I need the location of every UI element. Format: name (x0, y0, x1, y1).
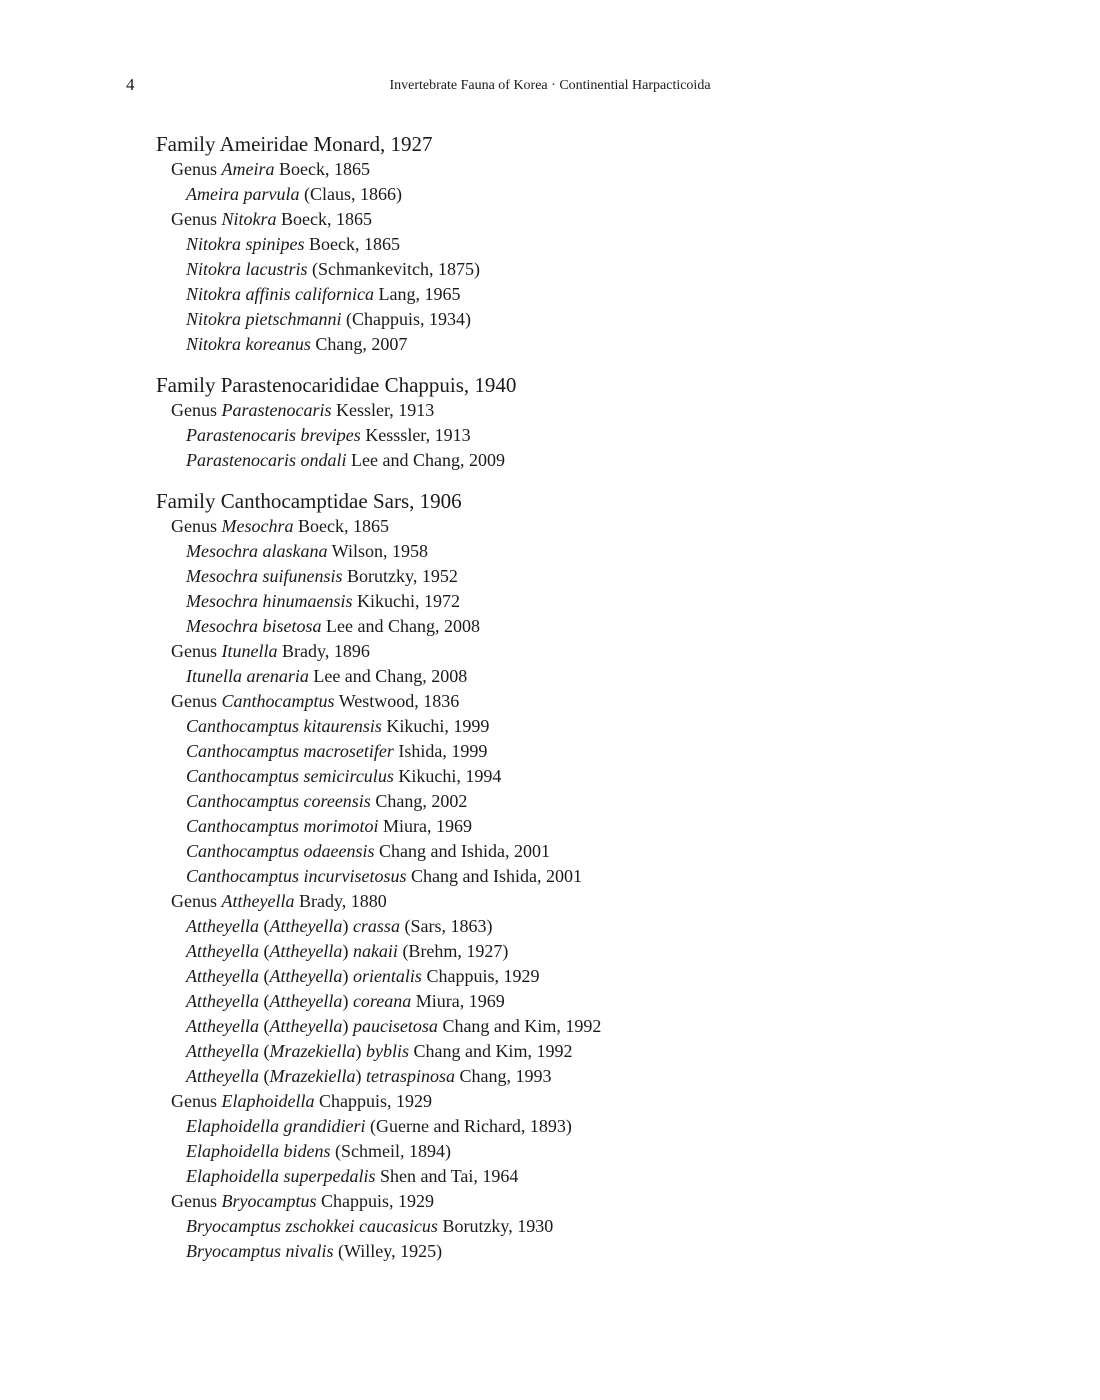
species-authority: Kesssler, 1913 (365, 425, 471, 445)
genus-name: Canthocamptus (221, 691, 335, 711)
species-entry (156, 332, 601, 357)
species-authority: Miura, 1969 (415, 991, 505, 1011)
species-name: Attheyella (Attheyella) paucisetosa (186, 1016, 438, 1036)
taxonomy-list (156, 131, 601, 1264)
genus-name: Parastenocaris (221, 400, 332, 420)
species-authority: Chang, 1993 (459, 1066, 552, 1086)
genus-label: Genus (171, 516, 217, 536)
species-authority: Chang and Ishida, 2001 (379, 841, 550, 861)
genus-entry (156, 889, 601, 914)
species-name: Elaphoidella grandidieri (186, 1116, 366, 1136)
species-name: Canthocamptus incurvisetosus (186, 866, 407, 886)
species-authority: (Willey, 1925) (337, 1241, 443, 1261)
species-name: Ameira parvula (186, 184, 300, 204)
species-entry (156, 1064, 601, 1089)
genus-authority: Westwood, 1836 (338, 691, 460, 711)
species-authority: (Schmeil, 1894) (334, 1141, 451, 1161)
species-name: Mesochra hinumaensis (186, 591, 353, 611)
species-authority: Wilson, 1958 (331, 541, 428, 561)
species-entry (156, 257, 601, 282)
genus-name: Attheyella (221, 891, 295, 911)
species-authority: Chang and Ishida, 2001 (411, 866, 582, 886)
species-name: Attheyella (Attheyella) crassa (186, 916, 400, 936)
species-entry (156, 307, 601, 332)
genus-authority: Brady, 1880 (298, 891, 387, 911)
genus-entry (156, 207, 601, 232)
species-name: Attheyella (Attheyella) nakaii (186, 941, 398, 961)
genus-authority: Boeck, 1865 (297, 516, 389, 536)
species-name: Bryocamptus zschokkei caucasicus (186, 1216, 438, 1236)
genus-label: Genus (171, 891, 217, 911)
genus-label: Genus (171, 1191, 217, 1211)
genus-name: Itunella (221, 641, 278, 661)
species-authority: (Brehm, 1927) (402, 941, 509, 961)
species-name: Mesochra bisetosa (186, 616, 322, 636)
species-name: Bryocamptus nivalis (186, 1241, 334, 1261)
species-name: Attheyella (Mrazekiella) byblis (186, 1041, 409, 1061)
species-entry (156, 1139, 601, 1164)
species-authority: (Schmankevitch, 1875) (312, 259, 480, 279)
species-authority: (Chappuis, 1934) (346, 309, 471, 329)
species-name: Attheyella (Attheyella) orientalis (186, 966, 422, 986)
genus-entry (156, 1089, 601, 1114)
species-entry (156, 1039, 601, 1064)
species-entry (156, 989, 601, 1014)
genus-entry (156, 514, 601, 539)
genus-label: Genus (171, 400, 217, 420)
genus-authority: Boeck, 1865 (279, 159, 370, 179)
species-authority: (Sars, 1863) (404, 916, 493, 936)
genus-entry (156, 398, 601, 423)
species-name: Mesochra alaskana (186, 541, 328, 561)
species-entry (156, 589, 601, 614)
species-authority: Chang and Kim, 1992 (442, 1016, 602, 1036)
species-authority: Kikuchi, 1999 (386, 716, 490, 736)
species-entry (156, 714, 601, 739)
genus-authority: Kessler, 1913 (336, 400, 435, 420)
species-authority: (Claus, 1866) (303, 184, 402, 204)
species-entry (156, 839, 601, 864)
genus-entry (156, 689, 601, 714)
species-authority: Kikuchi, 1994 (398, 766, 502, 786)
species-name: Parastenocaris brevipes (186, 425, 361, 445)
species-authority: Kikuchi, 1972 (356, 591, 460, 611)
species-authority: Miura, 1969 (383, 816, 473, 836)
family-heading: Family Ameiridae Monard, 1927 (156, 132, 433, 156)
species-entry (156, 664, 601, 689)
genus-name: Elaphoidella (221, 1091, 315, 1111)
species-name: Canthocamptus odaeensis (186, 841, 375, 861)
species-authority: Chappuis, 1929 (426, 966, 540, 986)
genus-label: Genus (171, 641, 217, 661)
species-name: Canthocamptus semicirculus (186, 766, 394, 786)
species-name: Canthocamptus kitaurensis (186, 716, 382, 736)
genus-authority: Chappuis, 1929 (320, 1191, 434, 1211)
species-entry (156, 282, 601, 307)
species-name: Nitokra affinis californica (186, 284, 374, 304)
genus-label: Genus (171, 1091, 217, 1111)
species-authority: Boeck, 1865 (309, 234, 400, 254)
species-name: Attheyella (Mrazekiella) tetraspinosa (186, 1066, 455, 1086)
species-entry (156, 864, 601, 889)
species-entry (156, 814, 601, 839)
species-authority: Borutzky, 1952 (347, 566, 458, 586)
species-entry (156, 764, 601, 789)
family-heading: Family Canthocamptidae Sars, 1906 (156, 489, 462, 513)
species-authority: Shen and Tai, 1964 (379, 1166, 519, 1186)
species-name: Nitokra lacustris (186, 259, 308, 279)
species-name: Nitokra koreanus (186, 334, 311, 354)
species-name: Elaphoidella bidens (186, 1141, 331, 1161)
species-authority: Chang and Kim, 1992 (413, 1041, 573, 1061)
species-authority: Borutzky, 1930 (442, 1216, 554, 1236)
species-authority: Ishida, 1999 (398, 741, 488, 761)
genus-label: Genus (171, 209, 217, 229)
species-authority: Lang, 1965 (378, 284, 461, 304)
genus-authority: Boeck, 1865 (281, 209, 372, 229)
genus-entry (156, 1189, 601, 1214)
species-authority: Lee and Chang, 2008 (313, 666, 468, 686)
genus-authority: Chappuis, 1929 (319, 1091, 433, 1111)
species-entry (156, 789, 601, 814)
species-name: Mesochra suifunensis (186, 566, 343, 586)
species-entry (156, 939, 601, 964)
species-entry (156, 1214, 601, 1239)
species-name: Elaphoidella superpedalis (186, 1166, 376, 1186)
genus-name: Ameira (221, 159, 275, 179)
species-name: Parastenocaris ondali (186, 450, 347, 470)
page-number: 4 (126, 75, 135, 94)
family-heading: Family Parastenocarididae Chappuis, 1940 (156, 373, 517, 397)
species-name: Nitokra spinipes (186, 234, 305, 254)
species-entry (156, 964, 601, 989)
species-name: Nitokra pietschmanni (186, 309, 342, 329)
running-head: Invertebrate Fauna of Korea · Continential Harpacticoida (389, 78, 711, 93)
genus-label: Genus (171, 159, 217, 179)
genus-label: Genus (171, 691, 217, 711)
species-entry (156, 539, 601, 564)
species-entry (156, 1114, 601, 1139)
species-name: Attheyella (Attheyella) coreana (186, 991, 412, 1011)
species-name: Canthocamptus morimotoi (186, 816, 379, 836)
species-entry (156, 739, 601, 764)
species-entry (156, 423, 601, 448)
species-entry (156, 448, 601, 473)
species-name: Canthocamptus macrosetifer (186, 741, 394, 761)
species-entry (156, 1239, 601, 1264)
genus-authority: Brady, 1896 (282, 641, 370, 661)
genus-name: Bryocamptus (221, 1191, 317, 1211)
species-name: Canthocamptus coreensis (186, 791, 371, 811)
species-entry (156, 914, 601, 939)
species-entry (156, 1014, 601, 1039)
species-entry (156, 614, 601, 639)
species-authority: (Guerne and Richard, 1893) (370, 1116, 572, 1136)
species-entry (156, 564, 601, 589)
species-entry (156, 182, 601, 207)
species-authority: Lee and Chang, 2009 (351, 450, 505, 470)
species-authority: Lee and Chang, 2008 (325, 616, 480, 636)
genus-name: Nitokra (221, 209, 277, 229)
genus-entry (156, 639, 601, 664)
species-name: Itunella arenaria (186, 666, 309, 686)
species-authority: Chang, 2007 (315, 334, 408, 354)
species-authority: Chang, 2002 (375, 791, 468, 811)
species-entry (156, 1164, 601, 1189)
genus-entry (156, 157, 601, 182)
species-entry (156, 232, 601, 257)
genus-name: Mesochra (221, 516, 294, 536)
